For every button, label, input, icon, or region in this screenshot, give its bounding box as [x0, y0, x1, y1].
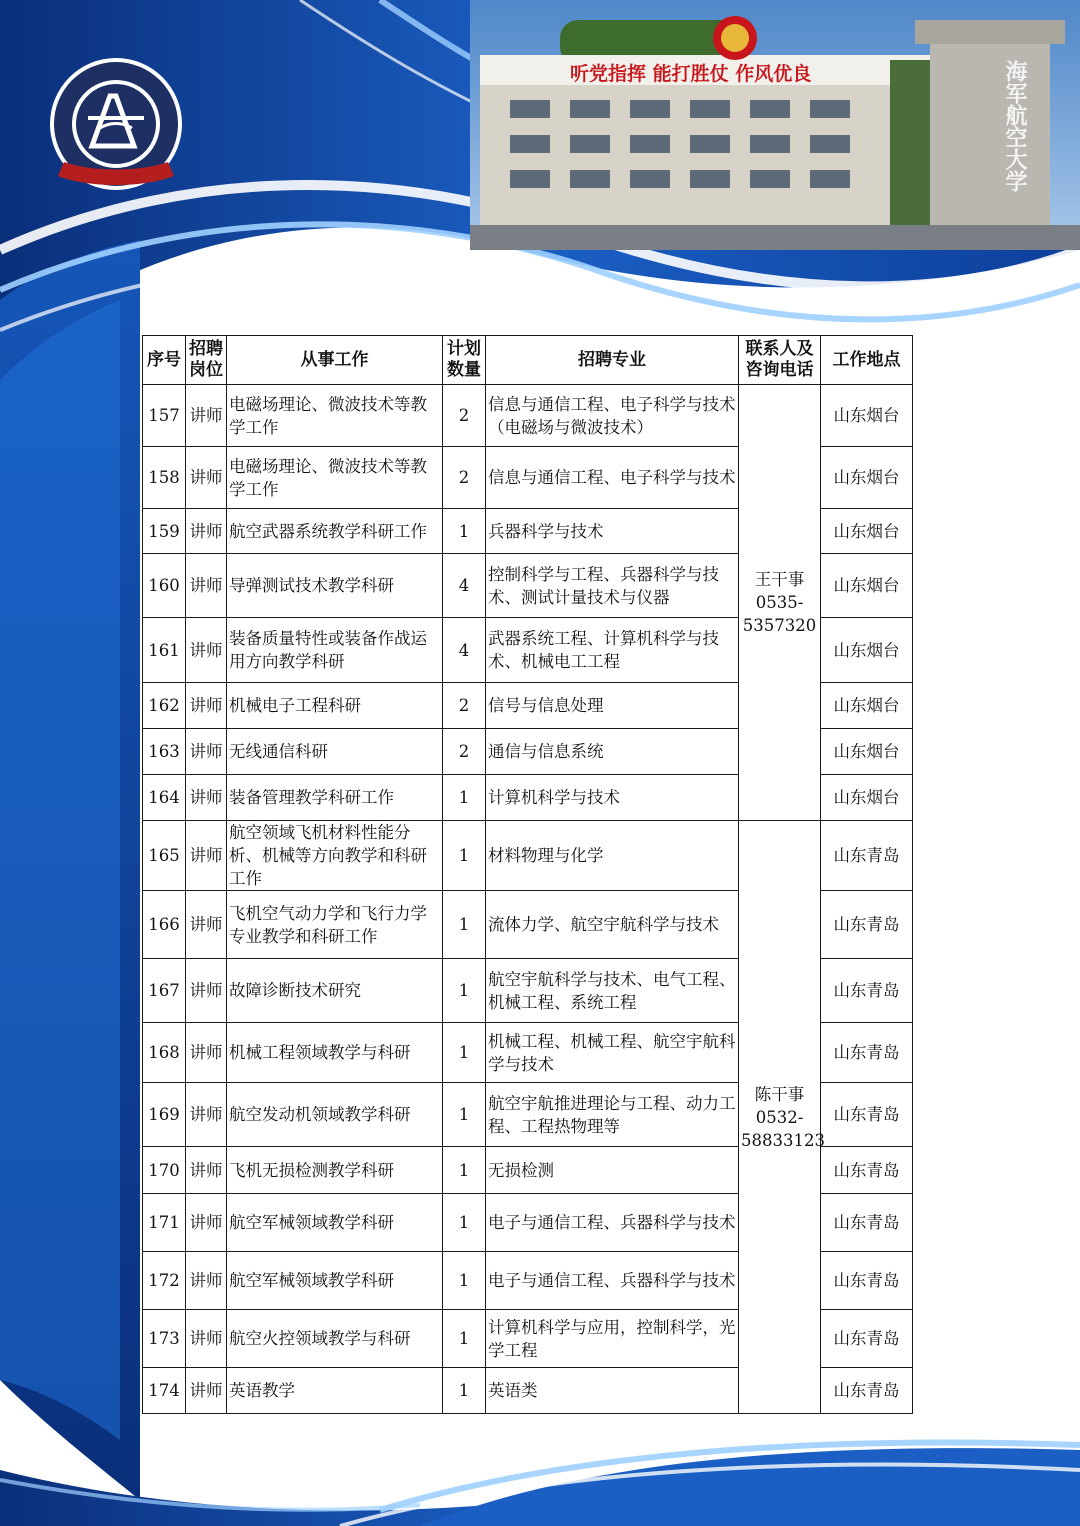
cell-post: 讲师	[186, 1252, 227, 1310]
cell-work: 航空火控领域教学与科研	[227, 1310, 443, 1368]
contact-phone: 5357320	[742, 616, 817, 635]
cell-work: 机械电子工程科研	[227, 683, 443, 729]
cell-work: 航空军械领域教学科研	[227, 1252, 443, 1310]
cell-count: 2	[443, 683, 486, 729]
cell-post: 讲师	[186, 447, 227, 509]
cell-count: 1	[443, 1147, 486, 1194]
cell-count: 4	[443, 618, 486, 683]
cell-major: 信息与通信工程、电子科学与技术	[486, 447, 739, 509]
contact-phone: 58833123	[741, 1130, 825, 1150]
cell-location: 山东烟台	[821, 385, 913, 447]
cell-post: 讲师	[186, 959, 227, 1023]
cell-location: 山东烟台	[821, 447, 913, 509]
cell-serial: 172	[143, 1252, 186, 1310]
cell-serial: 173	[143, 1310, 186, 1368]
cell-location: 山东青岛	[821, 1023, 913, 1083]
cell-serial: 159	[143, 509, 186, 554]
cell-serial: 164	[143, 775, 186, 821]
cell-count: 1	[443, 509, 486, 554]
cell-count: 1	[443, 821, 486, 891]
cell-work: 航空军械领域教学科研	[227, 1194, 443, 1252]
cell-post: 讲师	[186, 821, 227, 891]
cell-work: 装备质量特性或装备作战运用方向教学科研	[227, 618, 443, 683]
cell-count: 1	[443, 1368, 486, 1414]
cell-location: 山东青岛	[821, 1083, 913, 1147]
cell-count: 1	[443, 1310, 486, 1368]
cell-count: 1	[443, 959, 486, 1023]
cell-post: 讲师	[186, 1147, 227, 1194]
cell-location: 山东烟台	[821, 618, 913, 683]
cell-location: 山东青岛	[821, 1194, 913, 1252]
cell-serial: 165	[143, 821, 186, 891]
cell-work: 导弹测试技术教学科研	[227, 554, 443, 618]
cell-major: 计算机科学与应用，控制科学，光学工程	[486, 1310, 739, 1368]
cell-count: 1	[443, 1023, 486, 1083]
campus-gate-photo	[470, 0, 1080, 250]
cell-major: 武器系统工程、计算机科学与技术、机械电工工程	[486, 618, 739, 683]
cell-work: 无线通信科研	[227, 729, 443, 775]
cell-serial: 168	[143, 1023, 186, 1083]
cell-post: 讲师	[186, 1194, 227, 1252]
cell-post: 讲师	[186, 509, 227, 554]
cell-work: 电磁场理论、微波技术等教学工作	[227, 447, 443, 509]
cell-location: 山东烟台	[821, 683, 913, 729]
header-count: 计划数量	[443, 336, 486, 385]
cell-major: 机械工程、机械工程、航空宇航科学与技术	[486, 1023, 739, 1083]
cell-serial: 157	[143, 385, 186, 447]
cell-work: 飞机无损检测教学科研	[227, 1147, 443, 1194]
cell-major: 电子与通信工程、兵器科学与技术	[486, 1252, 739, 1310]
table-row	[143, 385, 913, 447]
cell-work: 装备管理教学科研工作	[227, 775, 443, 821]
cell-major: 流体力学、航空宇航科学与技术	[486, 891, 739, 959]
cell-location: 山东烟台	[821, 509, 913, 554]
cell-location: 山东青岛	[821, 959, 913, 1023]
contact-cell-yantai	[739, 385, 821, 821]
cell-location: 山东青岛	[821, 821, 913, 891]
cell-count: 2	[443, 447, 486, 509]
table-row	[143, 821, 913, 891]
cell-count: 2	[443, 385, 486, 447]
contact-phone-prefix: 0532-	[755, 1107, 804, 1127]
cell-work: 机械工程领域教学与科研	[227, 1023, 443, 1083]
gate-vertical-text: 海军航空大学	[1002, 60, 1028, 192]
cell-count: 1	[443, 775, 486, 821]
cell-serial: 167	[143, 959, 186, 1023]
cell-post: 讲师	[186, 683, 227, 729]
cell-work: 航空发动机领域教学科研	[227, 1083, 443, 1147]
cell-major: 通信与信息系统	[486, 729, 739, 775]
cell-post: 讲师	[186, 1023, 227, 1083]
cell-count: 1	[443, 891, 486, 959]
contact-name: 王干事	[754, 570, 805, 589]
cell-major: 信号与信息处理	[486, 683, 739, 729]
cell-serial: 166	[143, 891, 186, 959]
cell-serial: 169	[143, 1083, 186, 1147]
cell-serial: 158	[143, 447, 186, 509]
cell-serial: 174	[143, 1368, 186, 1414]
university-logo	[48, 56, 184, 192]
cell-location: 山东青岛	[821, 1252, 913, 1310]
header-contact: 联系人及咨询电话	[739, 336, 821, 385]
contact-name: 陈干事	[754, 1084, 805, 1104]
cell-count: 1	[443, 1194, 486, 1252]
cell-major: 无损检测	[486, 1147, 739, 1194]
header-major: 招聘专业	[486, 336, 739, 385]
cell-post: 讲师	[186, 729, 227, 775]
cell-location: 山东青岛	[821, 1147, 913, 1194]
cell-location: 山东烟台	[821, 554, 913, 618]
recruitment-table	[142, 335, 913, 1414]
cell-location: 山东烟台	[821, 775, 913, 821]
cell-count: 1	[443, 1083, 486, 1147]
table-header-row	[143, 336, 913, 385]
cell-major: 兵器科学与技术	[486, 509, 739, 554]
cell-work: 航空武器系统教学科研工作	[227, 509, 443, 554]
header-post: 招聘岗位	[186, 336, 227, 385]
banner-sign-text: 听党指挥 能打胜仗 作风优良	[570, 63, 812, 85]
cell-post: 讲师	[186, 891, 227, 959]
cell-major: 电子与通信工程、兵器科学与技术	[486, 1194, 739, 1252]
cell-work: 航空领域飞机材料性能分析、机械等方向教学和科研工作	[227, 821, 443, 891]
cell-major: 航空宇航推进理论与工程、动力工程、工程热物理等	[486, 1083, 739, 1147]
cell-work: 英语教学	[227, 1368, 443, 1414]
cell-post: 讲师	[186, 554, 227, 618]
cell-post: 讲师	[186, 775, 227, 821]
cell-major: 航空宇航科学与技术、电气工程、机械工程、系统工程	[486, 959, 739, 1023]
cell-location: 山东烟台	[821, 729, 913, 775]
cell-work: 飞机空气动力学和飞行力学专业教学和科研工作	[227, 891, 443, 959]
cell-location: 山东青岛	[821, 1310, 913, 1368]
cell-post: 讲师	[186, 385, 227, 447]
cell-major: 英语类	[486, 1368, 739, 1414]
cell-location: 山东青岛	[821, 1368, 913, 1414]
cell-serial: 160	[143, 554, 186, 618]
cell-post: 讲师	[186, 1368, 227, 1414]
cell-major: 控制科学与工程、兵器科学与技术、测试计量技术与仪器	[486, 554, 739, 618]
cell-major: 计算机科学与技术	[486, 775, 739, 821]
cell-post: 讲师	[186, 618, 227, 683]
contact-phone-prefix: 0535-	[755, 593, 804, 612]
header-serial: 序号	[143, 336, 186, 385]
cell-count: 1	[443, 1252, 486, 1310]
cell-work: 电磁场理论、微波技术等教学工作	[227, 385, 443, 447]
cell-count: 4	[443, 554, 486, 618]
header-location: 工作地点	[821, 336, 913, 385]
header-work: 从事工作	[227, 336, 443, 385]
cell-serial: 161	[143, 618, 186, 683]
cell-serial: 170	[143, 1147, 186, 1194]
cell-serial: 163	[143, 729, 186, 775]
cell-major: 材料物理与化学	[486, 821, 739, 891]
cell-count: 2	[443, 729, 486, 775]
cell-serial: 162	[143, 683, 186, 729]
cell-major: 信息与通信工程、电子科学与技术（电磁场与微波技术）	[486, 385, 739, 447]
contact-cell-qingdao	[739, 821, 825, 1414]
cell-post: 讲师	[186, 1083, 227, 1147]
cell-location: 山东青岛	[821, 891, 913, 959]
cell-post: 讲师	[186, 1310, 227, 1368]
cell-serial: 171	[143, 1194, 186, 1252]
cell-work: 故障诊断技术研究	[227, 959, 443, 1023]
